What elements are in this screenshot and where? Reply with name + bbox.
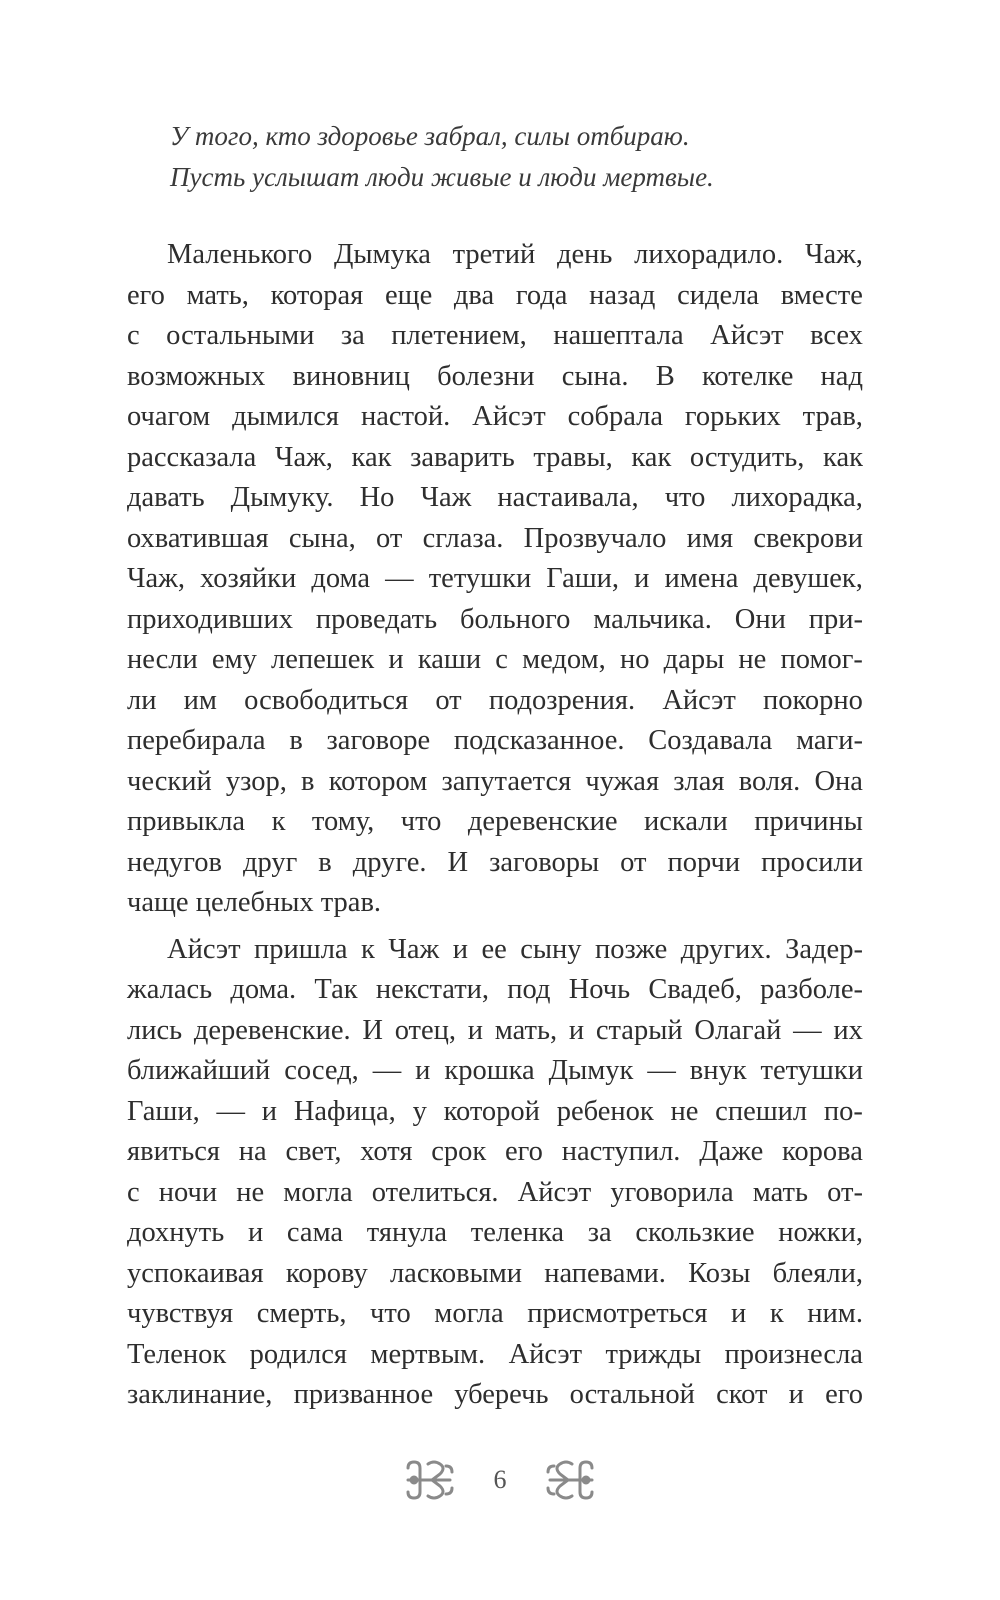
text-line: чувствуя смерть, что могла присмотреться и к ним.: [127, 1298, 863, 1329]
text-line: перебирала в заговоре подсказанное. Создавала маги-: [127, 725, 863, 756]
epigraph: [170, 116, 890, 198]
text-line: с остальными за плетением, нашептала Айсэт всех: [127, 320, 863, 351]
text-line: Теленок родился мертвым. Айсэт трижды произнесла: [127, 1338, 863, 1370]
page-number: 6: [493, 1465, 507, 1494]
page-footer: [0, 1455, 1000, 1505]
text-line: возможных виновниц болезни сына. В котелке над: [127, 360, 863, 392]
text-line: чаще целебных трав.: [127, 887, 382, 918]
text-line: давать Дымуку. Но Чаж настаивала, что лихорадка,: [127, 482, 863, 513]
text-line: ли им освободиться от подозрения. Айсэт покорно: [127, 684, 863, 716]
text-line: Айсэт пришла к Чаж и ее сыну позже других. Задер-: [167, 933, 863, 965]
text-line: его мать, которая еще два года назад сидела вместе: [127, 279, 863, 311]
epigraph-line: У того, кто здоровье забрал, силы отбираю.: [170, 121, 690, 151]
text-line: недугов друг в друге. И заговоры от порчи просили: [127, 846, 863, 878]
text-line: рассказала Чаж, как заварить травы, как остудить, как: [127, 441, 863, 473]
text-line: несли ему лепешек и каши с медом, но дары не помог-: [127, 644, 863, 675]
text-line: лись деревенские. И отец, и мать, и старый Олагай — их: [127, 1014, 863, 1046]
text-line: явиться на свет, хотя срок его наступил. Даже корова: [127, 1136, 863, 1167]
text-line: ческий узор, в котором запутается чужая злая воля. Она: [127, 765, 863, 797]
body-text: [127, 235, 863, 1422]
text-line: заклинание, призванное уберечь остальной скот и его: [127, 1379, 863, 1410]
text-line: с ночи не могла отелиться. Айсэт уговорила мать от-: [127, 1176, 863, 1208]
paragraph: [127, 235, 863, 924]
paragraph: [127, 930, 863, 1416]
celtic-knot-ornament-icon: [544, 1458, 598, 1502]
epigraph-line: Пусть услышат люди живые и люди мертвые.: [170, 162, 714, 192]
celtic-knot-ornament-icon: [402, 1458, 456, 1502]
text-line: дохнуть и сама тянула теленка за скользкие ножки,: [127, 1217, 863, 1248]
text-line: ближайший сосед, — и крошка Дымук — внук тетушки: [127, 1055, 863, 1086]
text-line: Маленького Дымука третий день лихорадило. Чаж,: [167, 239, 863, 270]
text-line: Чаж, хозяйки дома — тетушки Гаши, и имена девушек,: [127, 563, 863, 594]
text-line: привыкла к тому, что деревенские искали причины: [127, 806, 863, 837]
text-line: жалась дома. Так некстати, под Ночь Свадеб, разболе-: [127, 974, 863, 1005]
text-line: успокаивая корову ласковыми напевами. Козы блеяли,: [127, 1257, 863, 1289]
text-line: очагом дымился настой. Айсэт собрала горьких трав,: [127, 401, 863, 432]
text-line: Гаши, — и Нафица, у которой ребенок не спешил по-: [127, 1095, 863, 1127]
text-line: приходивших проведать больного мальчика. Они при-: [127, 603, 863, 635]
text-line: охватившая сына, от сглаза. Прозвучало имя свекрови: [127, 522, 863, 554]
